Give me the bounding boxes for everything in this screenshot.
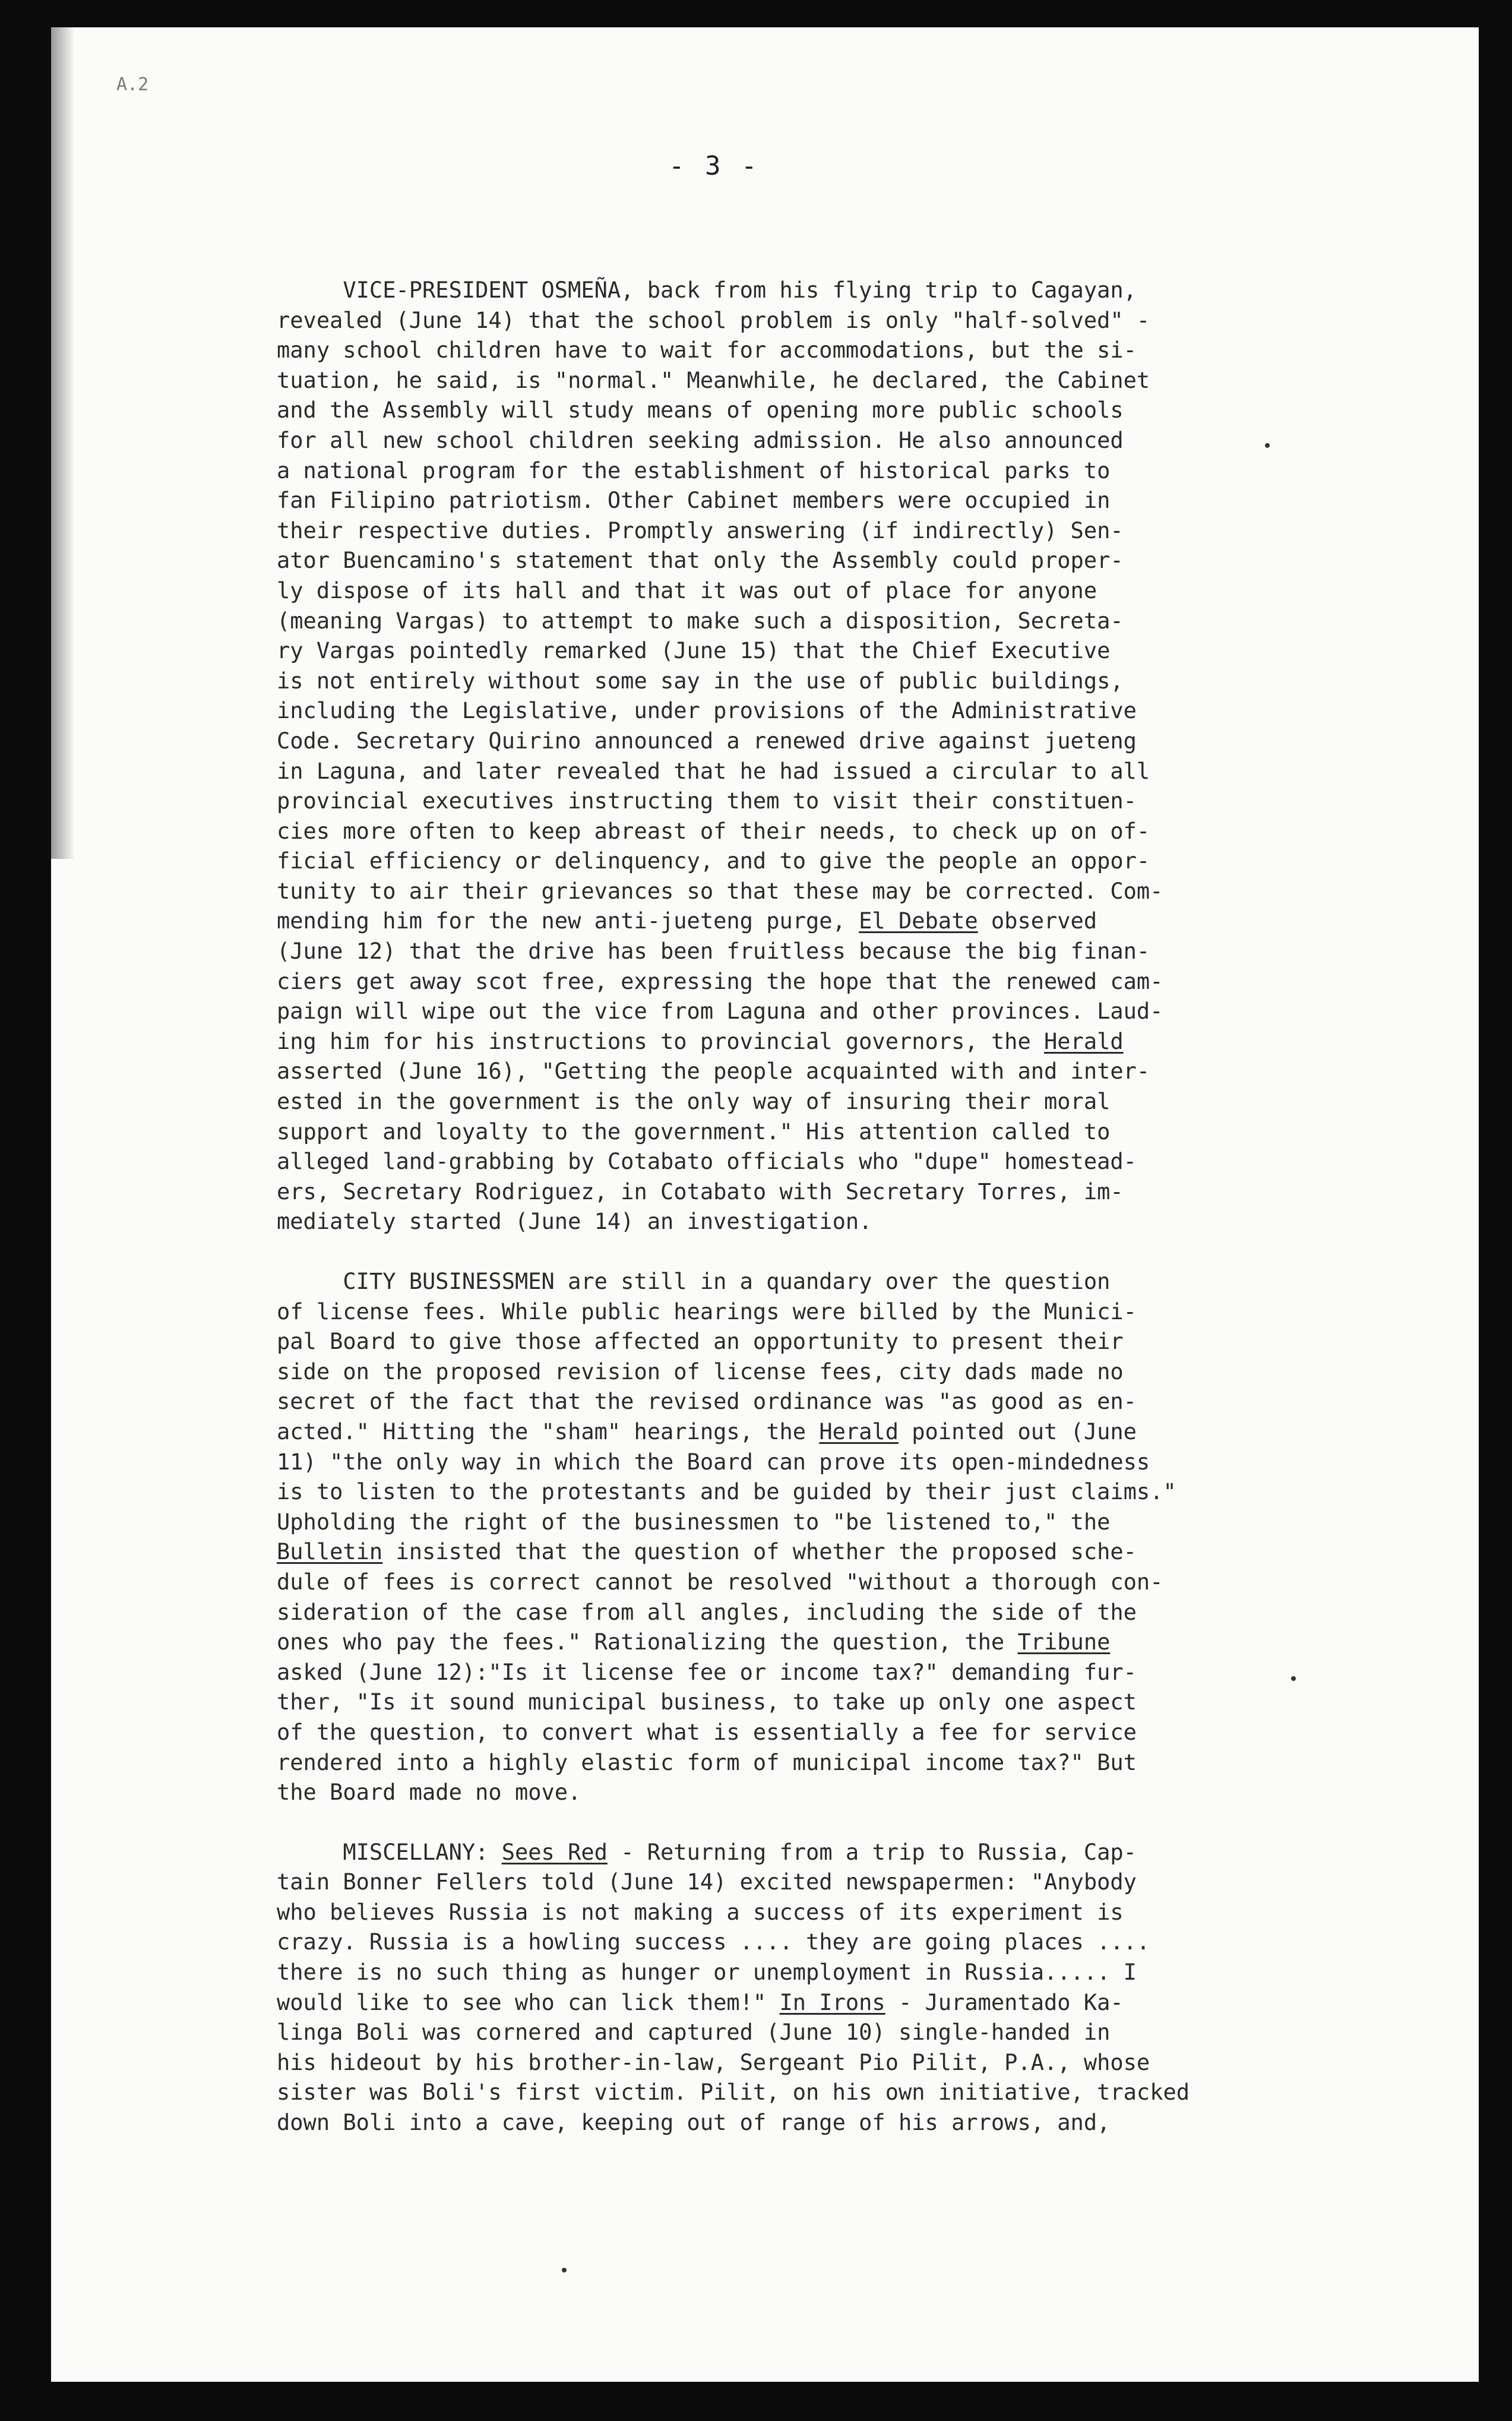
text-line: down Boli into a cave, keeping out of range of his arrows, and, bbox=[277, 2110, 1111, 2136]
text-line: many school children have to wait for accommodations, but the si- bbox=[277, 337, 1137, 364]
text-line: VICE-PRESIDENT OSMEÑA, back from his flying trip to Cagayan, bbox=[277, 277, 1137, 303]
underlined-publication: Tribune bbox=[1017, 1629, 1111, 1655]
text-line: cies more often to keep abreast of their needs, to check up on of- bbox=[277, 818, 1150, 844]
text-line: for all new school children seeking admission. He also announced bbox=[277, 427, 1124, 453]
text-line: ry Vargas pointedly remarked (June 15) that the Chief Executive bbox=[277, 638, 1111, 664]
text-line: of license fees. While public hearings were billed by the Munici- bbox=[277, 1298, 1137, 1325]
document-page bbox=[51, 27, 1479, 2382]
text-line: is not entirely without some say in the use of public buildings, bbox=[277, 668, 1124, 694]
stray-mark bbox=[1265, 443, 1270, 448]
text-line: sister was Boli's first victim. Pilit, on his own initiative, tracked bbox=[277, 2079, 1190, 2106]
text-line: Upholding the right of the businessmen to "be listened to," the bbox=[277, 1509, 1111, 1535]
text-line: tain Bonner Fellers told (June 14) excited newspapermen: "Anybody bbox=[277, 1869, 1137, 1895]
text-line: asserted (June 16), "Getting the people acquainted with and inter- bbox=[277, 1058, 1150, 1085]
text-line: ones who pay the fees." Rationalizing the question, the Tribune bbox=[277, 1629, 1111, 1655]
text-line: tunity to air their grievances so that these may be corrected. Com- bbox=[277, 878, 1163, 904]
text-line: his hideout by his brother-in-law, Sergeant Pio Pilit, P.A., whose bbox=[277, 2049, 1150, 2075]
text-line: support and loyalty to the government." His attention called to bbox=[277, 1118, 1111, 1145]
text-line: dule of fees is correct cannot be resolved "without a thorough con- bbox=[277, 1569, 1163, 1595]
text-line: ers, Secretary Rodriguez, in Cotabato with Secretary Torres, im- bbox=[277, 1178, 1124, 1205]
underlined-publication: Herald bbox=[1044, 1028, 1124, 1054]
text-line: sideration of the case from all angles, including the side of the bbox=[277, 1599, 1137, 1625]
text-line: ly dispose of its hall and that it was out of place for anyone bbox=[277, 577, 1097, 603]
text-line: Code. Secretary Quirino announced a renewed drive against jueteng bbox=[277, 728, 1137, 754]
paragraph-miscellany bbox=[277, 1838, 1346, 2138]
text-line: and the Assembly will study means of opening more public schools bbox=[277, 397, 1124, 423]
text-line: MISCELLANY: Sees Red - Returning from a trip to Russia, Cap- bbox=[277, 1839, 1137, 1865]
underlined-publication: Herald bbox=[819, 1418, 899, 1445]
text-line: rendered into a highly elastic form of municipal income tax?" But bbox=[277, 1749, 1137, 1775]
text-line: CITY BUSINESSMEN are still in a quandary over the question bbox=[277, 1269, 1111, 1294]
underlined-publication: Bulletin bbox=[277, 1539, 383, 1565]
text-line: side on the proposed revision of license fees, city dads made no bbox=[277, 1358, 1124, 1385]
text-line: revealed (June 14) that the school problem is only "half-solved" - bbox=[277, 307, 1150, 333]
stray-mark bbox=[562, 2268, 567, 2273]
text-line: is to listen to the protestants and be guided by their just claims." bbox=[277, 1479, 1176, 1505]
underlined-publication: Sees Red bbox=[501, 1839, 608, 1865]
text-line: (meaning Vargas) to attempt to make such a disposition, Secreta- bbox=[277, 608, 1124, 634]
text-line: there is no such thing as hunger or unemployment in Russia..... I bbox=[277, 1959, 1137, 1986]
corner-mark: A.2 bbox=[116, 74, 149, 95]
text-line: paign will wipe out the vice from Laguna and other provinces. Laud- bbox=[277, 998, 1163, 1025]
text-line: ficial efficiency or delinquency, and to give the people an oppor- bbox=[277, 848, 1150, 874]
text-line: alleged land-grabbing by Cotabato officials who "dupe" homestead- bbox=[277, 1149, 1137, 1175]
text-line: asked (June 12):"Is it license fee or income tax?" demanding fur- bbox=[277, 1659, 1137, 1685]
scan-edge-shadow bbox=[51, 27, 75, 859]
text-line: ested in the government is the only way of insuring their moral bbox=[277, 1089, 1111, 1115]
text-line: who believes Russia is not making a success of its experiment is bbox=[277, 1899, 1124, 1925]
text-line: (June 12) that the drive has been fruitless because the big finan- bbox=[277, 938, 1150, 965]
text-line: pal Board to give those affected an opportunity to present their bbox=[277, 1329, 1124, 1355]
text-line: fan Filipino patriotism. Other Cabinet members were occupied in bbox=[277, 488, 1111, 514]
text-line: crazy. Russia is a howling success .... they are going places .... bbox=[277, 1929, 1150, 1955]
paragraph-businessmen bbox=[277, 1267, 1346, 1808]
paragraph-osmena bbox=[277, 276, 1346, 1237]
underlined-publication: El Debate bbox=[859, 908, 978, 934]
text-line: provincial executives instructing them to visit their constituen- bbox=[277, 788, 1137, 814]
text-line: ciers get away scot free, expressing the hope that the renewed cam- bbox=[277, 968, 1163, 994]
page-number: - 3 - bbox=[669, 151, 760, 181]
text-line: would like to see who can lick them!" In Irons - Juramentado Ka- bbox=[277, 1989, 1124, 2015]
text-line: mending him for the new anti-jueteng purge, El Debate observed bbox=[277, 908, 1097, 934]
text-line: ther, "Is it sound municipal business, to take up only one aspect bbox=[277, 1689, 1137, 1715]
text-line: tuation, he said, is "normal." Meanwhile, he declared, the Cabinet bbox=[277, 367, 1150, 393]
text-line: linga Boli was cornered and captured (June 10) single-handed in bbox=[277, 2019, 1111, 2046]
text-line: in Laguna, and later revealed that he had issued a circular to all bbox=[277, 758, 1150, 784]
stray-mark bbox=[1291, 1676, 1296, 1681]
text-line: Bulletin insisted that the question of whether the proposed sche- bbox=[277, 1539, 1137, 1565]
text-line: acted." Hitting the "sham" hearings, the Herald pointed out (June bbox=[277, 1418, 1137, 1445]
body-text bbox=[277, 276, 1346, 2168]
text-line: of the question, to convert what is essentially a fee for service bbox=[277, 1719, 1137, 1745]
text-line: mediately started (June 14) an investigation. bbox=[277, 1209, 872, 1235]
text-line: secret of the fact that the revised ordinance was "as good as en- bbox=[277, 1389, 1137, 1415]
text-line: ator Buencamino's statement that only the Assembly could proper- bbox=[277, 548, 1124, 574]
text-line: 11) "the only way in which the Board can prove its open-mindedness bbox=[277, 1449, 1150, 1475]
text-line: their respective duties. Promptly answering (if indirectly) Sen- bbox=[277, 517, 1124, 543]
text-line: a national program for the establishment of historical parks to bbox=[277, 457, 1111, 483]
underlined-publication: In Irons bbox=[779, 1989, 885, 2015]
text-line: the Board made no move. bbox=[277, 1780, 581, 1806]
text-line: including the Legislative, under provisions of the Administrative bbox=[277, 698, 1137, 724]
text-line: ing him for his instructions to provincial governors, the Herald bbox=[277, 1028, 1124, 1054]
